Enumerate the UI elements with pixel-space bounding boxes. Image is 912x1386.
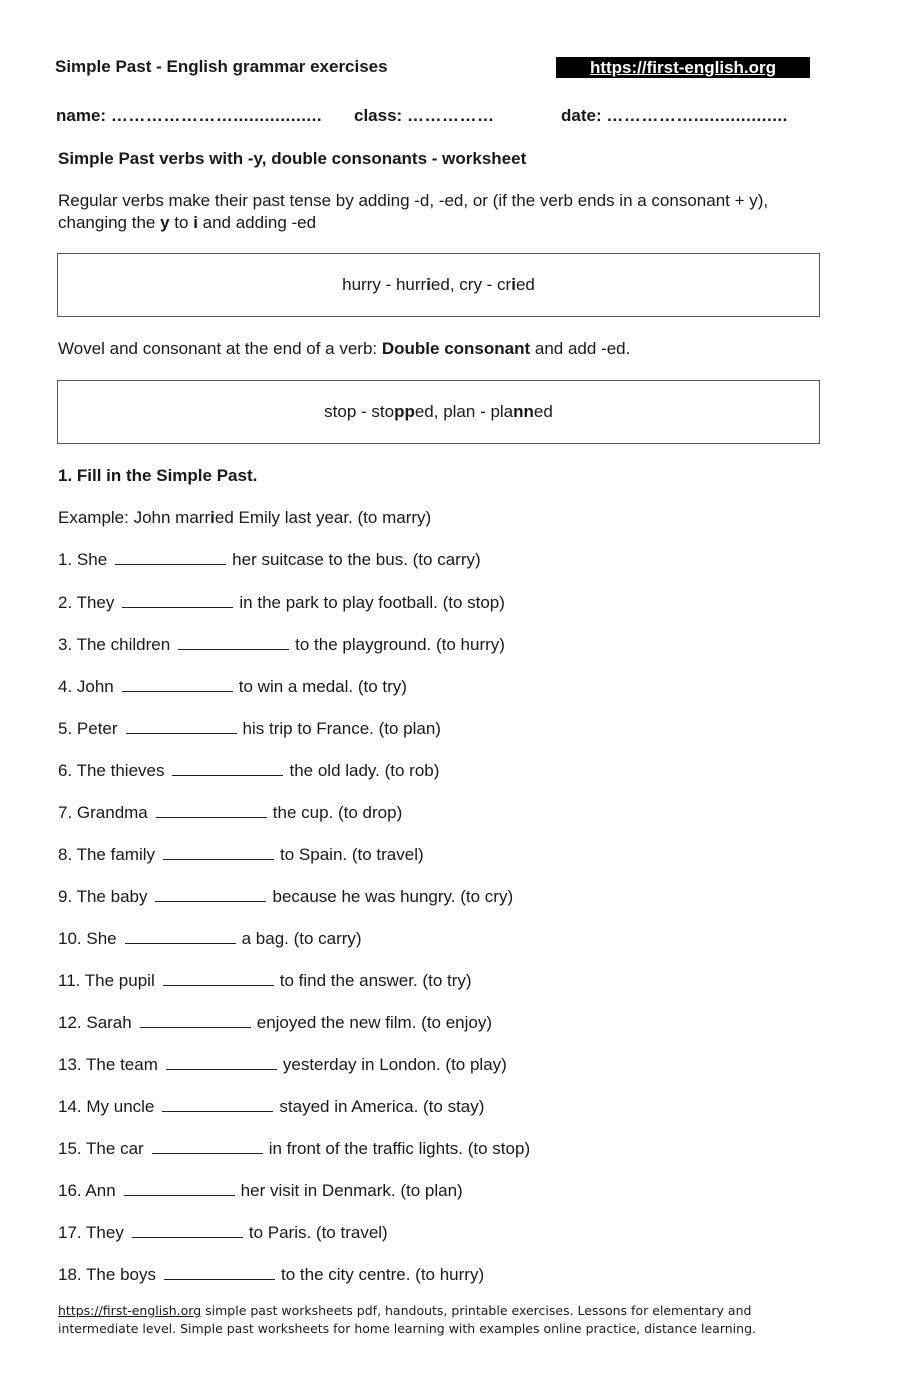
class-label: class: xyxy=(354,106,403,125)
page-title: Simple Past - English grammar exercises xyxy=(55,57,388,76)
item-lead: 6. The thieves xyxy=(58,761,165,780)
item-rest: the old lady. (to rob) xyxy=(289,761,440,780)
date-label: date: xyxy=(561,106,602,125)
item-rest: yesterday in London. (to play) xyxy=(282,1055,507,1074)
exercise-item xyxy=(58,677,407,697)
rule2-end: and add -ed. xyxy=(530,339,631,358)
exercise-item xyxy=(58,929,362,949)
exercise-item xyxy=(58,887,513,907)
exercise-item xyxy=(58,1097,484,1117)
item-lead: 17. They xyxy=(58,1223,124,1242)
exercise-item xyxy=(58,593,505,613)
item-lead: 10. She xyxy=(58,929,117,948)
item-rest: in front of the traffic lights. (to stop) xyxy=(268,1139,531,1158)
intro-paragraph xyxy=(58,190,818,234)
intro-text-1: Regular verbs make their past tense by adding -d, -ed, or (if the verb ends in a consonant + y), changing the xyxy=(58,191,769,232)
item-rest: the cup. (to drop) xyxy=(272,803,403,822)
answer-blank[interactable] xyxy=(156,803,267,818)
box2-b-bold: nn xyxy=(513,402,534,421)
class-field[interactable] xyxy=(354,106,494,126)
item-rest: to the city centre. (to hurry) xyxy=(280,1265,485,1284)
box2-a: stop - sto xyxy=(324,402,395,421)
exercise-item xyxy=(58,1139,530,1159)
item-lead: 2. They xyxy=(58,593,115,612)
answer-blank[interactable] xyxy=(140,1013,251,1028)
item-lead: 13. The team xyxy=(58,1055,158,1074)
name-field[interactable] xyxy=(56,106,322,126)
exercise-item xyxy=(58,761,439,781)
exercise-item xyxy=(58,635,505,655)
answer-blank[interactable] xyxy=(115,550,226,565)
footer-text: simple past worksheets pdf, handouts, printable exercises. Lessons for elementary and intermediate level. Simple past worksheets for home learning with examples online practice, distance learning. xyxy=(58,1303,756,1336)
item-rest: her visit in Denmark. (to plan) xyxy=(240,1181,463,1200)
rule2-text: Wovel and consonant at the end of a verb: xyxy=(58,339,382,358)
exercise-item xyxy=(58,1181,463,1201)
worksheet-subtitle: Simple Past verbs with -y, double consonants - worksheet xyxy=(58,149,527,168)
example-bold: i xyxy=(210,508,215,527)
answer-blank[interactable] xyxy=(125,929,236,944)
item-rest: to Spain. (to travel) xyxy=(280,845,424,864)
example-text: Example: John marr xyxy=(58,508,211,527)
answer-blank[interactable] xyxy=(166,1055,277,1070)
item-lead: 18. The boys xyxy=(58,1265,156,1284)
exercise-item xyxy=(58,803,402,823)
answer-blank[interactable] xyxy=(163,845,274,860)
exercise-item xyxy=(58,1265,484,1285)
item-rest: his trip to France. (to plan) xyxy=(242,719,441,738)
exercise-item xyxy=(58,1055,507,1075)
answer-blank[interactable] xyxy=(122,677,233,692)
item-lead: 1. She xyxy=(58,550,108,569)
intro-text-2: and adding -ed xyxy=(197,213,317,232)
item-rest: to Paris. (to travel) xyxy=(248,1223,388,1242)
item-rest: to win a medal. (to try) xyxy=(238,677,407,696)
date-field[interactable] xyxy=(561,106,788,126)
item-lead: 14. My uncle xyxy=(58,1097,155,1116)
item-lead: 7. Grandma xyxy=(58,803,148,822)
answer-blank[interactable] xyxy=(178,635,289,650)
box1-b: ed, cry - cr xyxy=(430,275,512,294)
item-lead: 15. The car xyxy=(58,1139,144,1158)
answer-blank[interactable] xyxy=(132,1223,243,1238)
item-rest: her suitcase to the bus. (to carry) xyxy=(232,550,481,569)
item-lead: 4. John xyxy=(58,677,114,696)
item-lead: 11. The pupil xyxy=(58,971,155,990)
item-rest: a bag. (to carry) xyxy=(241,929,362,948)
answer-blank[interactable] xyxy=(164,1265,275,1280)
intro-y: y xyxy=(160,213,170,232)
exercise-item xyxy=(58,719,441,739)
box2-b: ed, plan - pla xyxy=(414,402,514,421)
exercise-item xyxy=(58,550,481,570)
item-rest: in the park to play football. (to stop) xyxy=(239,593,505,612)
answer-blank[interactable] xyxy=(155,887,266,902)
item-lead: 9. The baby xyxy=(58,887,148,906)
date-dots: …………….................. xyxy=(606,106,788,125)
answer-blank[interactable] xyxy=(163,971,274,986)
name-label: name: xyxy=(56,106,107,125)
answer-blank[interactable] xyxy=(172,761,283,776)
intro-i: i xyxy=(193,213,198,232)
footer-note xyxy=(58,1302,818,1338)
exercise-item xyxy=(58,971,472,991)
name-dots: …………………................. xyxy=(110,106,323,125)
example-end: ed Emily last year. (to marry) xyxy=(214,508,432,527)
exercise-item xyxy=(58,845,424,865)
answer-blank[interactable] xyxy=(162,1097,273,1112)
box1-a: hurry - hurr xyxy=(342,275,427,294)
item-rest: enjoyed the new film. (to enjoy) xyxy=(256,1013,493,1032)
item-lead: 3. The children xyxy=(58,635,171,654)
example-box-double-consonant xyxy=(57,380,820,444)
double-consonant-rule xyxy=(58,339,630,359)
task-title: 1. Fill in the Simple Past. xyxy=(58,466,258,485)
box2-a-bold: pp xyxy=(394,402,415,421)
site-link[interactable]: https://first-english.org xyxy=(556,57,810,78)
item-rest: because he was hungry. (to cry) xyxy=(272,887,514,906)
item-lead: 16. Ann xyxy=(58,1181,116,1200)
intro-to: to xyxy=(169,213,194,232)
item-rest: stayed in America. (to stay) xyxy=(279,1097,485,1116)
box2-c: ed xyxy=(533,402,553,421)
item-rest: to the playground. (to hurry) xyxy=(295,635,505,654)
box1-a-bold: i xyxy=(426,275,431,294)
answer-blank[interactable] xyxy=(122,593,233,608)
answer-blank[interactable] xyxy=(126,719,237,734)
exercise-item xyxy=(58,1013,492,1033)
example-sentence xyxy=(58,508,431,528)
rule2-bold: Double consonant xyxy=(381,339,531,358)
answer-blank[interactable] xyxy=(152,1139,263,1154)
answer-blank[interactable] xyxy=(124,1181,235,1196)
item-lead: 5. Peter xyxy=(58,719,118,738)
item-lead: 12. Sarah xyxy=(58,1013,132,1032)
box1-b-bold: i xyxy=(511,275,516,294)
class-dots: …………… xyxy=(406,106,495,125)
footer-link[interactable]: https://first-english.org xyxy=(58,1303,202,1318)
example-box-y-rule xyxy=(57,253,820,317)
item-lead: 8. The family xyxy=(58,845,156,864)
exercise-item xyxy=(58,1223,388,1243)
box1-c: ed xyxy=(515,275,535,294)
item-rest: to find the answer. (to try) xyxy=(279,971,472,990)
